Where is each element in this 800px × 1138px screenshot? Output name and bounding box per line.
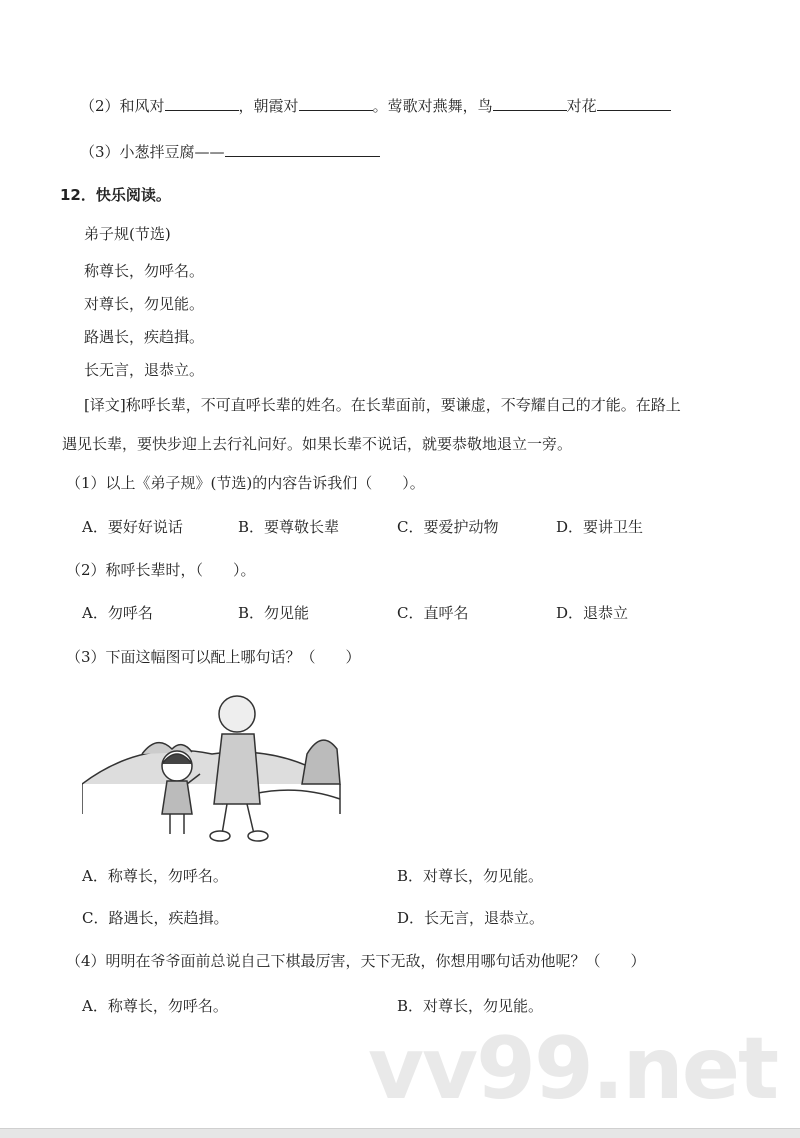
option-c[interactable]: C．路遇长，疾趋揖。 (82, 909, 229, 927)
poem-line: 对尊长，勿见能。 (84, 295, 205, 313)
question-heading: 12．快乐阅读。 (60, 186, 171, 204)
q11-part2 (80, 94, 671, 116)
poem-line: 长无言，退恭立。 (84, 361, 205, 379)
poem-line: 称尊长，勿呼名。 (84, 262, 205, 280)
option-b[interactable]: B．要尊敬长辈 (238, 518, 340, 536)
poem-title: 弟子规(节选) (84, 225, 171, 243)
subquestion-3: （3）下面这幅图可以配上哪句话？（ ） (66, 648, 361, 666)
option-a[interactable]: A．称尊长，勿呼名。 (82, 997, 228, 1015)
poem-line: 路遇长，疾趋揖。 (84, 328, 205, 346)
answer-blank[interactable] (225, 140, 380, 157)
option-b[interactable]: B．勿见能 (238, 604, 310, 622)
translation: [译文]称呼长辈，不可直呼长辈的姓名。在长辈面前，要谦虚，不夸耀自己的才能。在路上 (84, 396, 681, 414)
option-d[interactable]: D．要讲卫生 (556, 518, 644, 536)
option-c[interactable]: C．要爱护动物 (397, 518, 499, 536)
illustration-child-greeting-elder (82, 684, 342, 849)
text: （3）小葱拌豆腐—— (80, 143, 225, 161)
option-b[interactable]: B．对尊长，勿见能。 (397, 997, 544, 1015)
q11-part3 (80, 140, 380, 162)
translation: 遇见长辈，要快步迎上去行礼问好。如果长辈不说话，就要恭敬地退立一旁。 (62, 435, 573, 453)
option-b[interactable]: B．对尊长，勿见能。 (397, 867, 544, 885)
option-a[interactable]: A．要好好说话 (82, 518, 183, 536)
answer-blank[interactable] (597, 94, 671, 111)
subquestion-1: （1）以上《弟子规》(节选)的内容告诉我们（ ）。 (66, 474, 425, 492)
subquestion-4: （4）明明在爷爷面前总说自己下棋最厉害，天下无敌，你想用哪句话劝他呢？（ ） (66, 952, 646, 970)
option-d[interactable]: D．长无言，退恭立。 (397, 909, 545, 927)
text: （2）和风对 (80, 97, 165, 115)
answer-blank[interactable] (493, 94, 567, 111)
subquestion-2: （2）称呼长辈时，（ ）。 (66, 561, 256, 579)
text: 。莺歌对燕舞，鸟 (372, 97, 493, 115)
option-d[interactable]: D．退恭立 (556, 604, 629, 622)
option-a[interactable]: A．称尊长，勿呼名。 (82, 867, 228, 885)
text: 对花 (566, 97, 597, 115)
option-c[interactable]: C．直呼名 (397, 604, 469, 622)
answer-blank[interactable] (165, 94, 239, 111)
watermark: vv99.net (368, 1019, 778, 1119)
option-a[interactable]: A．勿呼名 (82, 604, 153, 622)
answer-blank[interactable] (299, 94, 373, 111)
text: ，朝霞对 (238, 97, 299, 115)
